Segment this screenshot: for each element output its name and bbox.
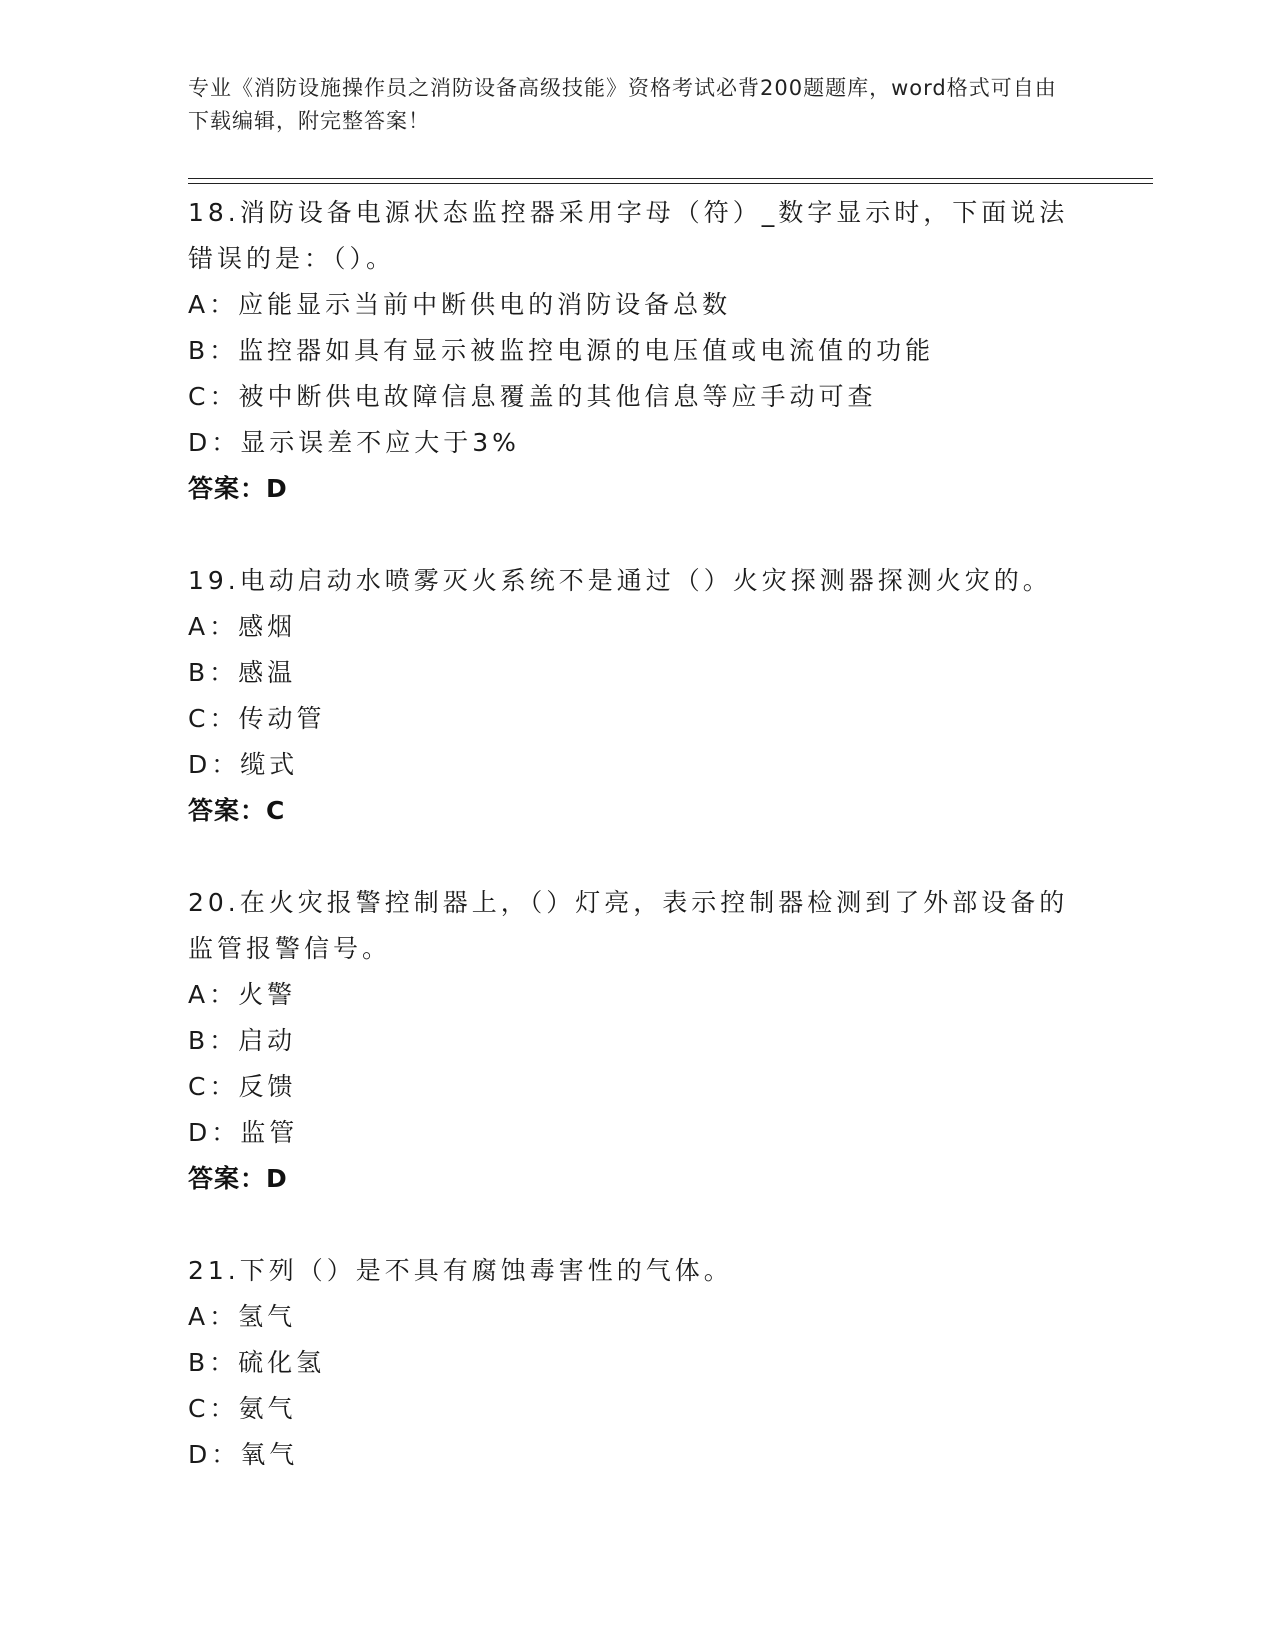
answer-line bbox=[188, 788, 1088, 834]
option-d: D：缆式 bbox=[188, 750, 299, 779]
answer-line bbox=[188, 1156, 1088, 1202]
question-block-18 bbox=[188, 190, 1088, 512]
option-c: C：被中断供电故障信息覆盖的其他信息等应手动可查 bbox=[188, 382, 877, 411]
answer-label: 答案： bbox=[188, 474, 267, 503]
answer-value: D bbox=[266, 474, 288, 503]
document-header: 专业《消防设施操作员之消防设备高级技能》资格考试必背200题题库，word格式可自由下载编辑，附完整答案！ bbox=[188, 76, 1057, 133]
option-a: A：感烟 bbox=[188, 612, 297, 641]
option-a: A：氢气 bbox=[188, 1302, 297, 1331]
question-block-21 bbox=[188, 1248, 1088, 1478]
question-text: 21.下列（）是不具有腐蚀毒害性的气体。 bbox=[188, 1256, 733, 1285]
question-block-20 bbox=[188, 880, 1088, 1202]
option-b: B：硫化氢 bbox=[188, 1348, 326, 1377]
option-c: C：反馈 bbox=[188, 1072, 297, 1101]
question-text-continued: 错误的是：（）。 bbox=[188, 244, 396, 273]
question-text: 19.电动启动水喷雾灭火系统不是通过（）火灾探测器探测火灾的。 bbox=[188, 566, 1052, 595]
question-block-19 bbox=[188, 558, 1088, 834]
option-d: D：显示误差不应大于3% bbox=[188, 428, 520, 457]
answer-value: C bbox=[266, 796, 286, 825]
option-a: A：火警 bbox=[188, 980, 297, 1009]
option-c: C：氨气 bbox=[188, 1394, 297, 1423]
option-d: D：氧气 bbox=[188, 1440, 299, 1469]
question-text: 20.在火灾报警控制器上，（）灯亮，表示控制器检测到了外部设备的 bbox=[188, 888, 1069, 917]
question-list bbox=[188, 190, 1088, 1478]
option-b: B：启动 bbox=[188, 1026, 297, 1055]
option-c: C：传动管 bbox=[188, 704, 326, 733]
answer-label: 答案： bbox=[188, 1164, 267, 1193]
question-text-continued: 监管报警信号。 bbox=[188, 934, 392, 963]
option-b: B：监控器如具有显示被监控电源的电压值或电流值的功能 bbox=[188, 336, 935, 365]
option-b: B：感温 bbox=[188, 658, 297, 687]
option-d: D：监管 bbox=[188, 1118, 299, 1147]
answer-label: 答案： bbox=[188, 796, 267, 825]
option-a: A：应能显示当前中断供电的消防设备总数 bbox=[188, 290, 732, 319]
question-text: 18.消防设备电源状态监控器采用字母（符）_数字显示时，下面说法 bbox=[188, 198, 1069, 227]
answer-value: D bbox=[266, 1164, 288, 1193]
header-rule-bottom bbox=[188, 183, 1153, 184]
header-rule-top bbox=[188, 178, 1153, 179]
answer-line bbox=[188, 466, 1088, 512]
